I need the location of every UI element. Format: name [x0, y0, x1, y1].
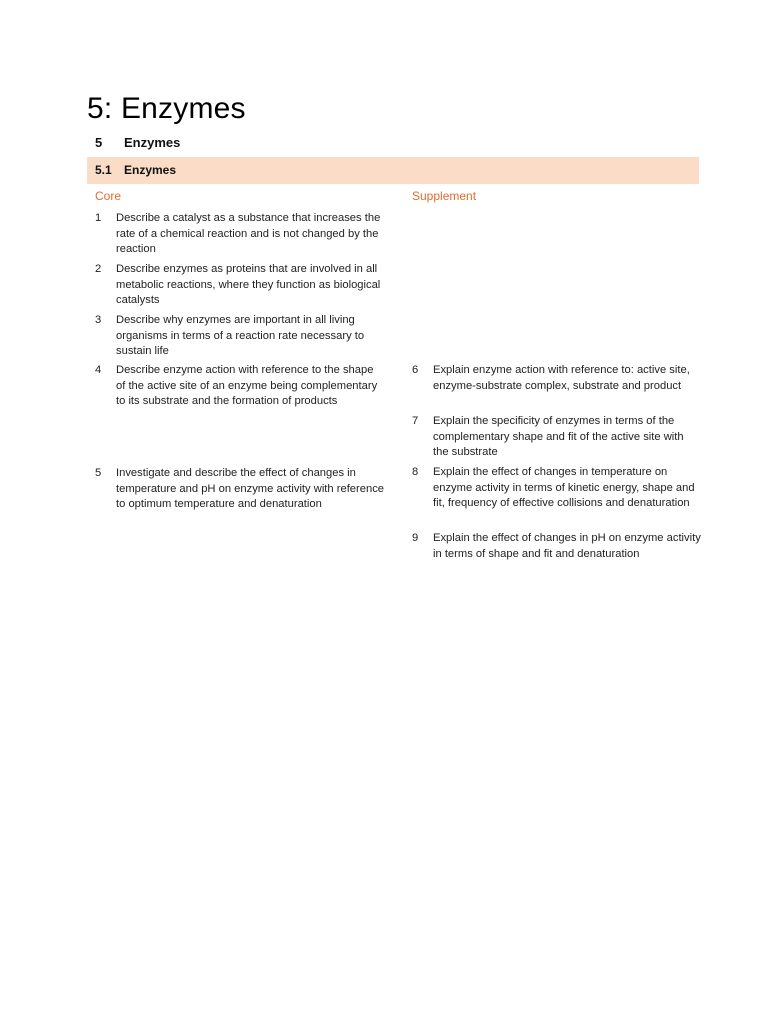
page-title: 5: Enzymes: [87, 92, 246, 125]
supplement-item: [412, 465, 702, 512]
item-number: 1: [95, 212, 102, 224]
section-number: 5: [95, 135, 103, 150]
core-item: [95, 466, 385, 513]
item-text: Describe a catalyst as a substance that increases the rate of a chemical reaction and is not changed by the reaction: [116, 212, 381, 256]
supplement-item: [412, 531, 702, 562]
core-item: [95, 313, 385, 360]
item-number: 3: [95, 314, 102, 326]
core-item: [95, 211, 385, 258]
item-text: Explain the effect of changes in temperature on enzyme activity in terms of kinetic energy, shape and fit, frequency of effective collisions and denaturation: [433, 466, 695, 510]
item-text: Describe enzymes as proteins that are involved in all metabolic reactions, where they function as biological catalysts: [116, 263, 381, 307]
item-number: 7: [412, 415, 419, 427]
core-column-heading: Core: [95, 189, 122, 203]
item-number: 6: [412, 364, 419, 376]
supplement-column-heading: Supplement: [412, 189, 477, 203]
item-text: Describe why enzymes are important in all living organisms in terms of a reaction rate necessary to sustain life: [116, 314, 365, 358]
subsection-title: Enzymes: [124, 163, 177, 177]
supplement-item: [412, 363, 702, 394]
item-text: Investigate and describe the effect of changes in temperature and pH on enzyme activity with reference to optimum temperature and denaturation: [116, 467, 385, 511]
supplement-item: [412, 414, 702, 461]
core-item: [95, 363, 385, 410]
item-text: Explain the effect of changes in pH on enzyme activity in terms of shape and fit and denaturation: [433, 532, 701, 560]
item-text: Explain the specificity of enzymes in terms of the complementary shape and fit of the active site with the substrate: [433, 415, 684, 459]
subsection-band: [87, 157, 699, 184]
item-number: 2: [95, 263, 102, 275]
subsection-number: 5.1: [95, 163, 112, 177]
item-number: 4: [95, 364, 102, 376]
item-text: Describe enzyme action with reference to the shape of the active site of an enzyme being complementary to its substrate and the formation of products: [116, 364, 378, 408]
section-heading: [95, 135, 180, 150]
section-title: Enzymes: [124, 135, 181, 150]
item-text: Explain enzyme action with reference to: active site, enzyme-substrate complex, substrate and product: [433, 364, 690, 392]
item-number: 8: [412, 466, 419, 478]
core-item: [95, 262, 385, 309]
item-number: 5: [95, 467, 102, 479]
item-number: 9: [412, 532, 419, 544]
